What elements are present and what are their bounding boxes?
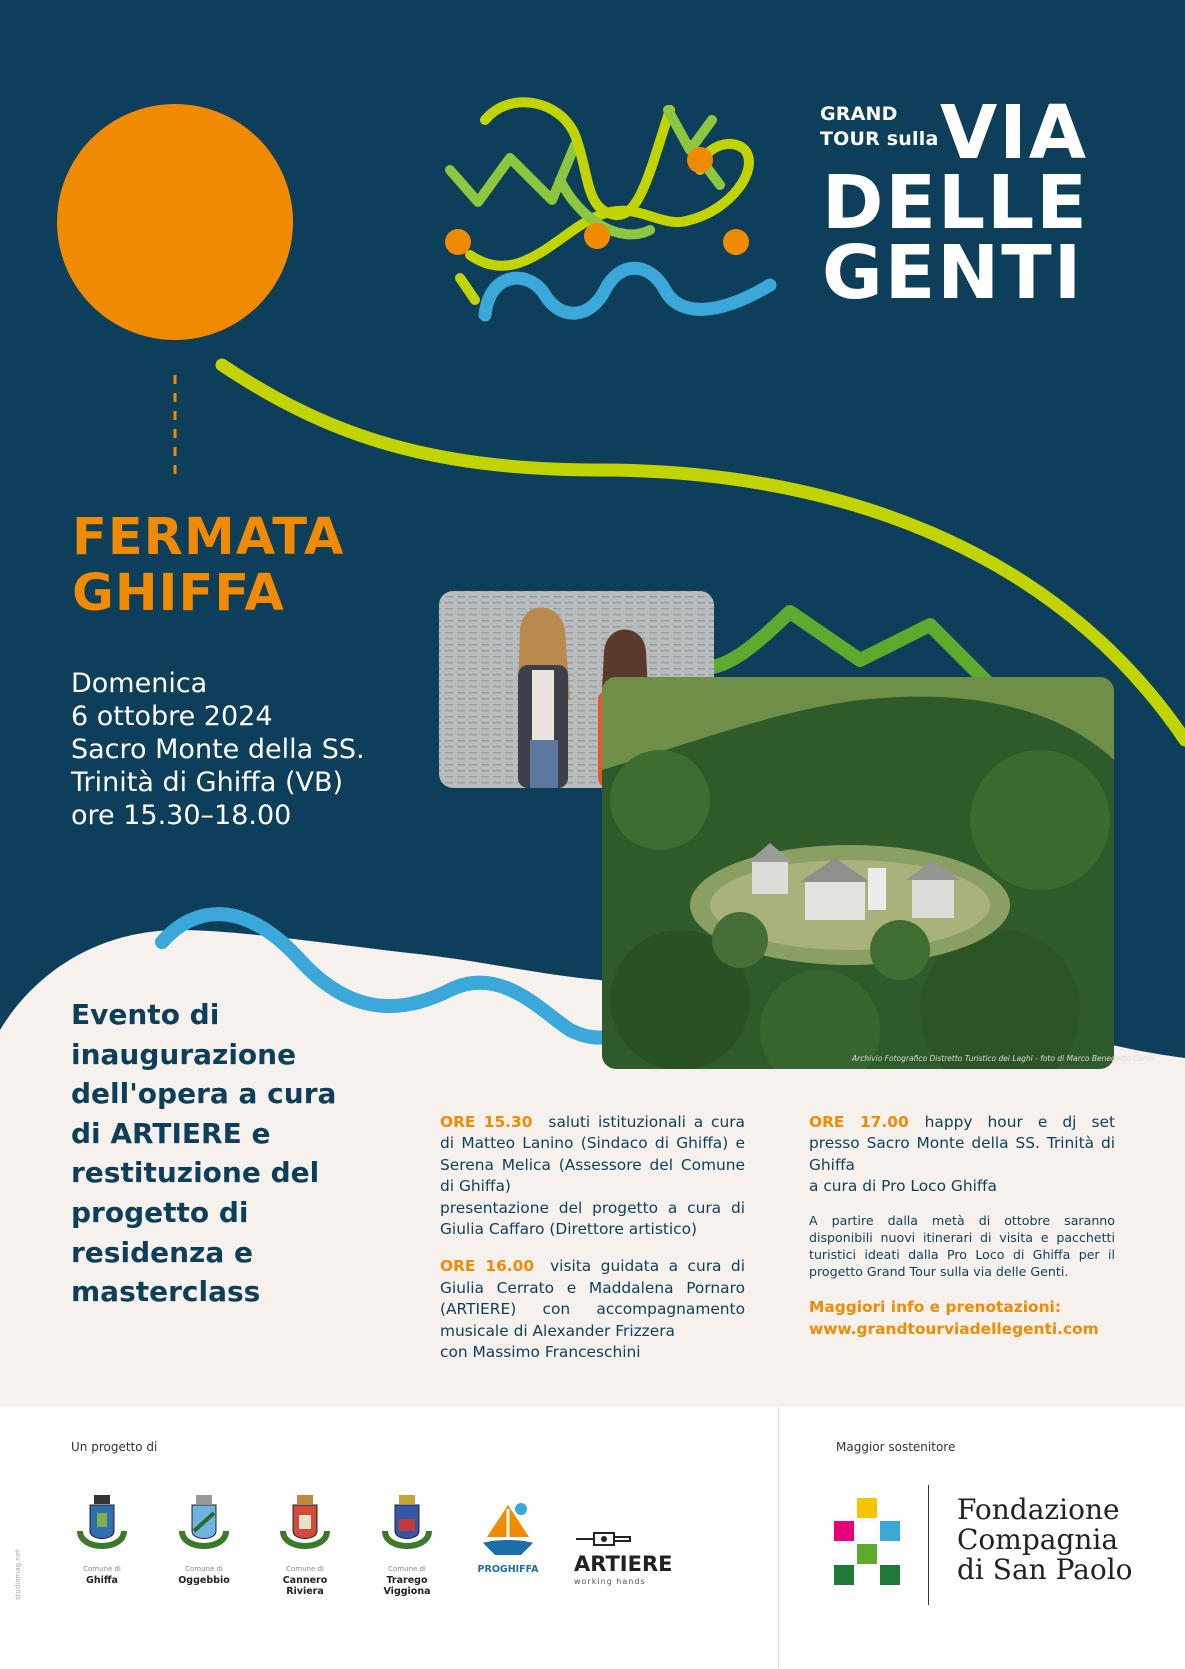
stop-line2: GHIFFA <box>72 564 285 623</box>
logo-oggebbio <box>164 1491 244 1586</box>
event-info <box>71 667 365 832</box>
logo-cannero-small: Comune di <box>286 1565 324 1573</box>
logo-proghiffa-name: PROGHIFFA <box>477 1564 539 1575</box>
cannero-crest-icon <box>275 1491 335 1561</box>
fondazione-line1: Fondazione <box>957 1493 1120 1526</box>
event-hours: ore 15.30–18.00 <box>71 800 292 831</box>
logo-proghiffa <box>468 1499 548 1575</box>
info-url[interactable]: www.grandtourviadellegenti.com <box>809 1319 1099 1338</box>
slot2-text: visita guidata a cura di Giulia Cerrato e Maddalena Pornaro (ARTIERE) con accompagnamento musicale di Alexander Frizzera <box>440 1257 745 1340</box>
sun-circle <box>57 104 293 340</box>
program-slot-2 <box>440 1256 745 1342</box>
slot1-text: saluti istituzionali a cura di Matteo Lanino (Sindaco di Ghiffa) e Serena Melica (Assessore del Comune di Ghiffa) <box>440 1113 745 1196</box>
stop-line1: FERMATA <box>72 508 345 567</box>
fondazione-divider <box>928 1485 929 1605</box>
brand-genti: GENTI <box>822 230 1084 316</box>
logo-ghiffa-name: Ghiffa <box>86 1575 118 1586</box>
event-place-line2: Trinità di Ghiffa (VB) <box>71 767 344 798</box>
photo-credit: Archivio Fotografico Distretto Turistico dei Laghi - foto di Marco Benedetto Cerini <box>852 1054 1156 1063</box>
program-column-2 <box>809 1112 1115 1340</box>
program-slot-1 <box>440 1112 745 1198</box>
proghiffa-sail-icon <box>477 1499 539 1561</box>
brand-title <box>822 90 1089 316</box>
trarego-crest-icon <box>377 1491 437 1561</box>
artiere-tagline: working hands <box>574 1577 646 1586</box>
slot3-time: ORE 17.00 <box>809 1113 909 1131</box>
logo-cannero-name: Cannero Riviera <box>282 1575 328 1597</box>
artiere-tool-icon <box>574 1525 632 1553</box>
brand-grand: GRAND <box>820 103 898 125</box>
logo-ghiffa <box>62 1491 142 1586</box>
slot2-time: ORE 16.00 <box>440 1257 535 1276</box>
artiere-name: ARTIERE <box>574 1552 673 1576</box>
logo-trarego <box>367 1491 447 1597</box>
slot1-text2: presentazione del progetto a cura di Giulia Caffaro (Direttore artistico) <box>440 1198 745 1239</box>
design-credit: studiomag.net <box>14 1549 22 1600</box>
logo-cannero <box>265 1491 345 1597</box>
logo-oggebbio-name: Oggebbio <box>178 1575 230 1586</box>
info-title: Maggiori info e prenotazioni: <box>809 1297 1061 1316</box>
event-description: Evento di inaugurazione dell'opera a cura di ARTIERE e restituzione del progetto di residenza e masterclass <box>71 998 337 1309</box>
logo-artiere <box>574 1525 734 1589</box>
fondazione-line2: Compagnia <box>957 1523 1119 1556</box>
program-column-1 <box>440 1112 745 1363</box>
logo-oggebbio-small: Comune di <box>185 1565 223 1573</box>
stop-title <box>72 510 345 622</box>
slot3-text: happy hour e dj set presso Sacro Monte della SS. Trinità di Ghiffa <box>809 1113 1115 1174</box>
event-day: Domenica <box>71 668 208 699</box>
footer-divider <box>778 1407 779 1669</box>
logo-trarego-name: Trarego Viggiona <box>383 1575 431 1597</box>
event-date: 6 ottobre 2024 <box>71 701 273 732</box>
project-label: Un progetto di <box>71 1440 158 1454</box>
slot3-text2: a cura di Pro Loco Ghiffa <box>809 1177 997 1196</box>
event-place-line1: Sacro Monte della SS. <box>71 734 365 765</box>
slot2-text2: con Massimo Franceschini <box>440 1343 641 1362</box>
fondazione-line3: di San Paolo <box>957 1553 1133 1586</box>
brand-delle: DELLE <box>822 160 1089 246</box>
fondazione-squares-icon <box>834 1498 900 1585</box>
program-slot-3 <box>809 1112 1115 1176</box>
oggebbio-crest-icon <box>174 1491 234 1561</box>
fondazione-name <box>957 1495 1133 1585</box>
logo-ghiffa-small: Comune di <box>83 1565 121 1573</box>
photo-sacro-monte <box>602 677 1114 1090</box>
slot1-time: ORE 15.30 <box>440 1113 533 1131</box>
program-note: A partire dalla metà di ottobre saranno disponibili nuovi itinerari di visita e pacchetti turistici ideati dalla Pro Loco di Ghiffa per il progetto Grand Tour sulla via delle Genti. <box>809 1212 1115 1279</box>
sponsor-label: Maggior sostenitore <box>836 1440 956 1454</box>
brand-tour-sulla: TOUR sulla <box>820 128 939 150</box>
brand-via: VIA <box>940 90 1089 176</box>
ghiffa-crest-icon <box>72 1491 132 1561</box>
logo-trarego-small: Comune di <box>388 1565 426 1573</box>
